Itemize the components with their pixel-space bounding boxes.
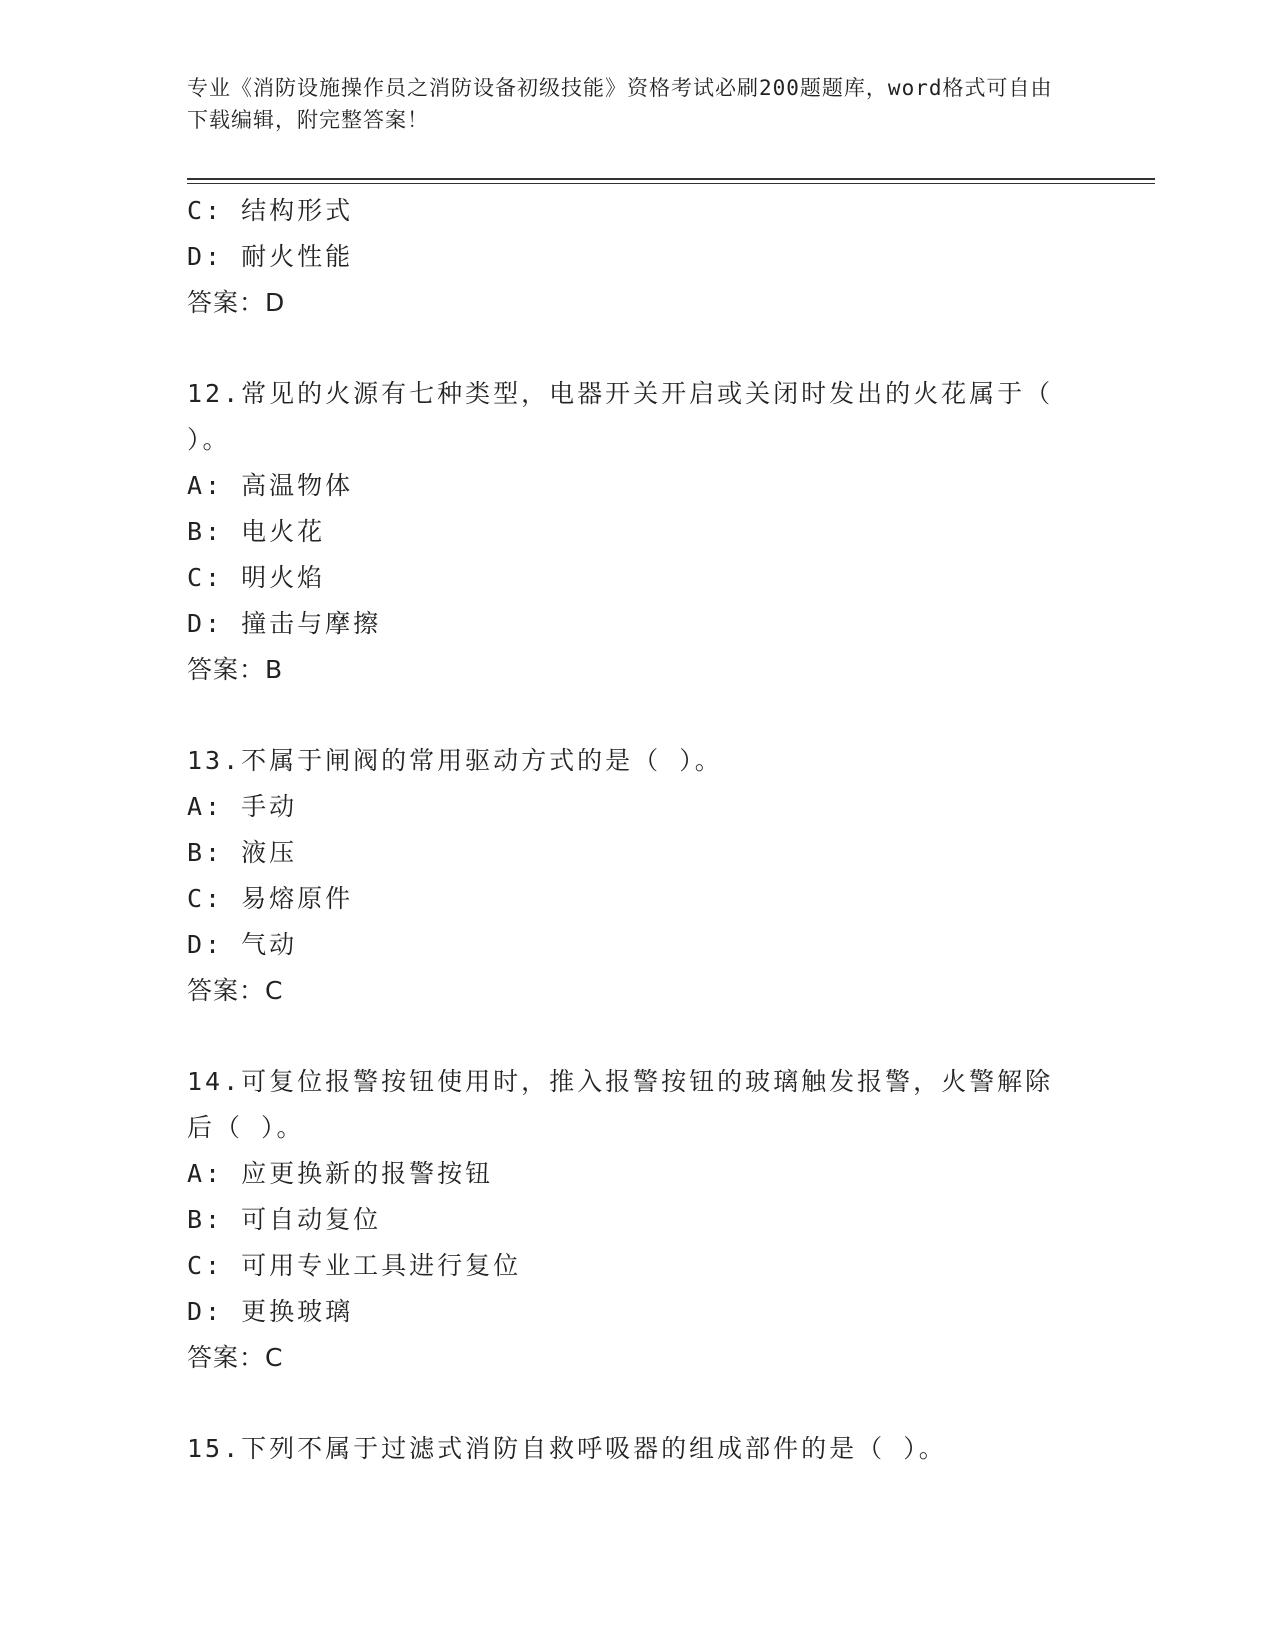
question-stem: 13.不属于闸阀的常用驱动方式的是（ ）。	[187, 746, 723, 775]
spacer	[187, 326, 1087, 371]
document-header: 专业《消防设施操作员之消防设备初级技能》资格考试必刷200题题库，word格式可自由下载编辑，附完整答案！	[187, 76, 1053, 132]
header-rule-thick	[187, 178, 1155, 180]
answer-line: 答案：C	[187, 1343, 284, 1372]
question-stem: 12.常见的火源有七种类型，电器开关开启或关闭时发出的火花属于（ ）。	[187, 379, 1054, 454]
option-c: C: 明火焰	[187, 563, 326, 592]
option-c: C: 易熔原件	[187, 884, 354, 913]
option-a: A: 应更换新的报警按钮	[187, 1159, 494, 1188]
option-a: A: 高温物体	[187, 471, 354, 500]
option-b: B: 液压	[187, 838, 298, 867]
question-stem: 14.可复位报警按钮使用时，推入报警按钮的玻璃触发报警，火警解除后（ ）。	[187, 1067, 1054, 1142]
option-c: C: 结构形式	[187, 196, 354, 225]
spacer	[187, 693, 1087, 738]
answer-line: 答案：B	[187, 655, 284, 684]
question-14	[187, 1059, 1087, 1381]
question-12	[187, 371, 1087, 693]
spacer	[187, 1381, 1087, 1426]
option-d: D: 耐火性能	[187, 242, 354, 271]
question-15	[187, 1426, 1087, 1472]
answer-line: 答案：D	[187, 288, 286, 317]
option-d: D: 更换玻璃	[187, 1297, 354, 1326]
spacer	[187, 1014, 1087, 1059]
question-11-continued	[187, 188, 1087, 326]
option-d: D: 撞击与摩擦	[187, 609, 382, 638]
option-d: D: 气动	[187, 930, 298, 959]
question-stem: 15.下列不属于过滤式消防自救呼吸器的组成部件的是（ ）。	[187, 1434, 947, 1463]
question-list	[187, 188, 1087, 1472]
option-c: C: 可用专业工具进行复位	[187, 1251, 522, 1280]
answer-line: 答案：C	[187, 976, 284, 1005]
option-a: A: 手动	[187, 792, 298, 821]
option-b: B: 电火花	[187, 517, 326, 546]
option-b: B: 可自动复位	[187, 1205, 382, 1234]
question-13	[187, 738, 1087, 1014]
header-rule-thin	[187, 183, 1155, 184]
